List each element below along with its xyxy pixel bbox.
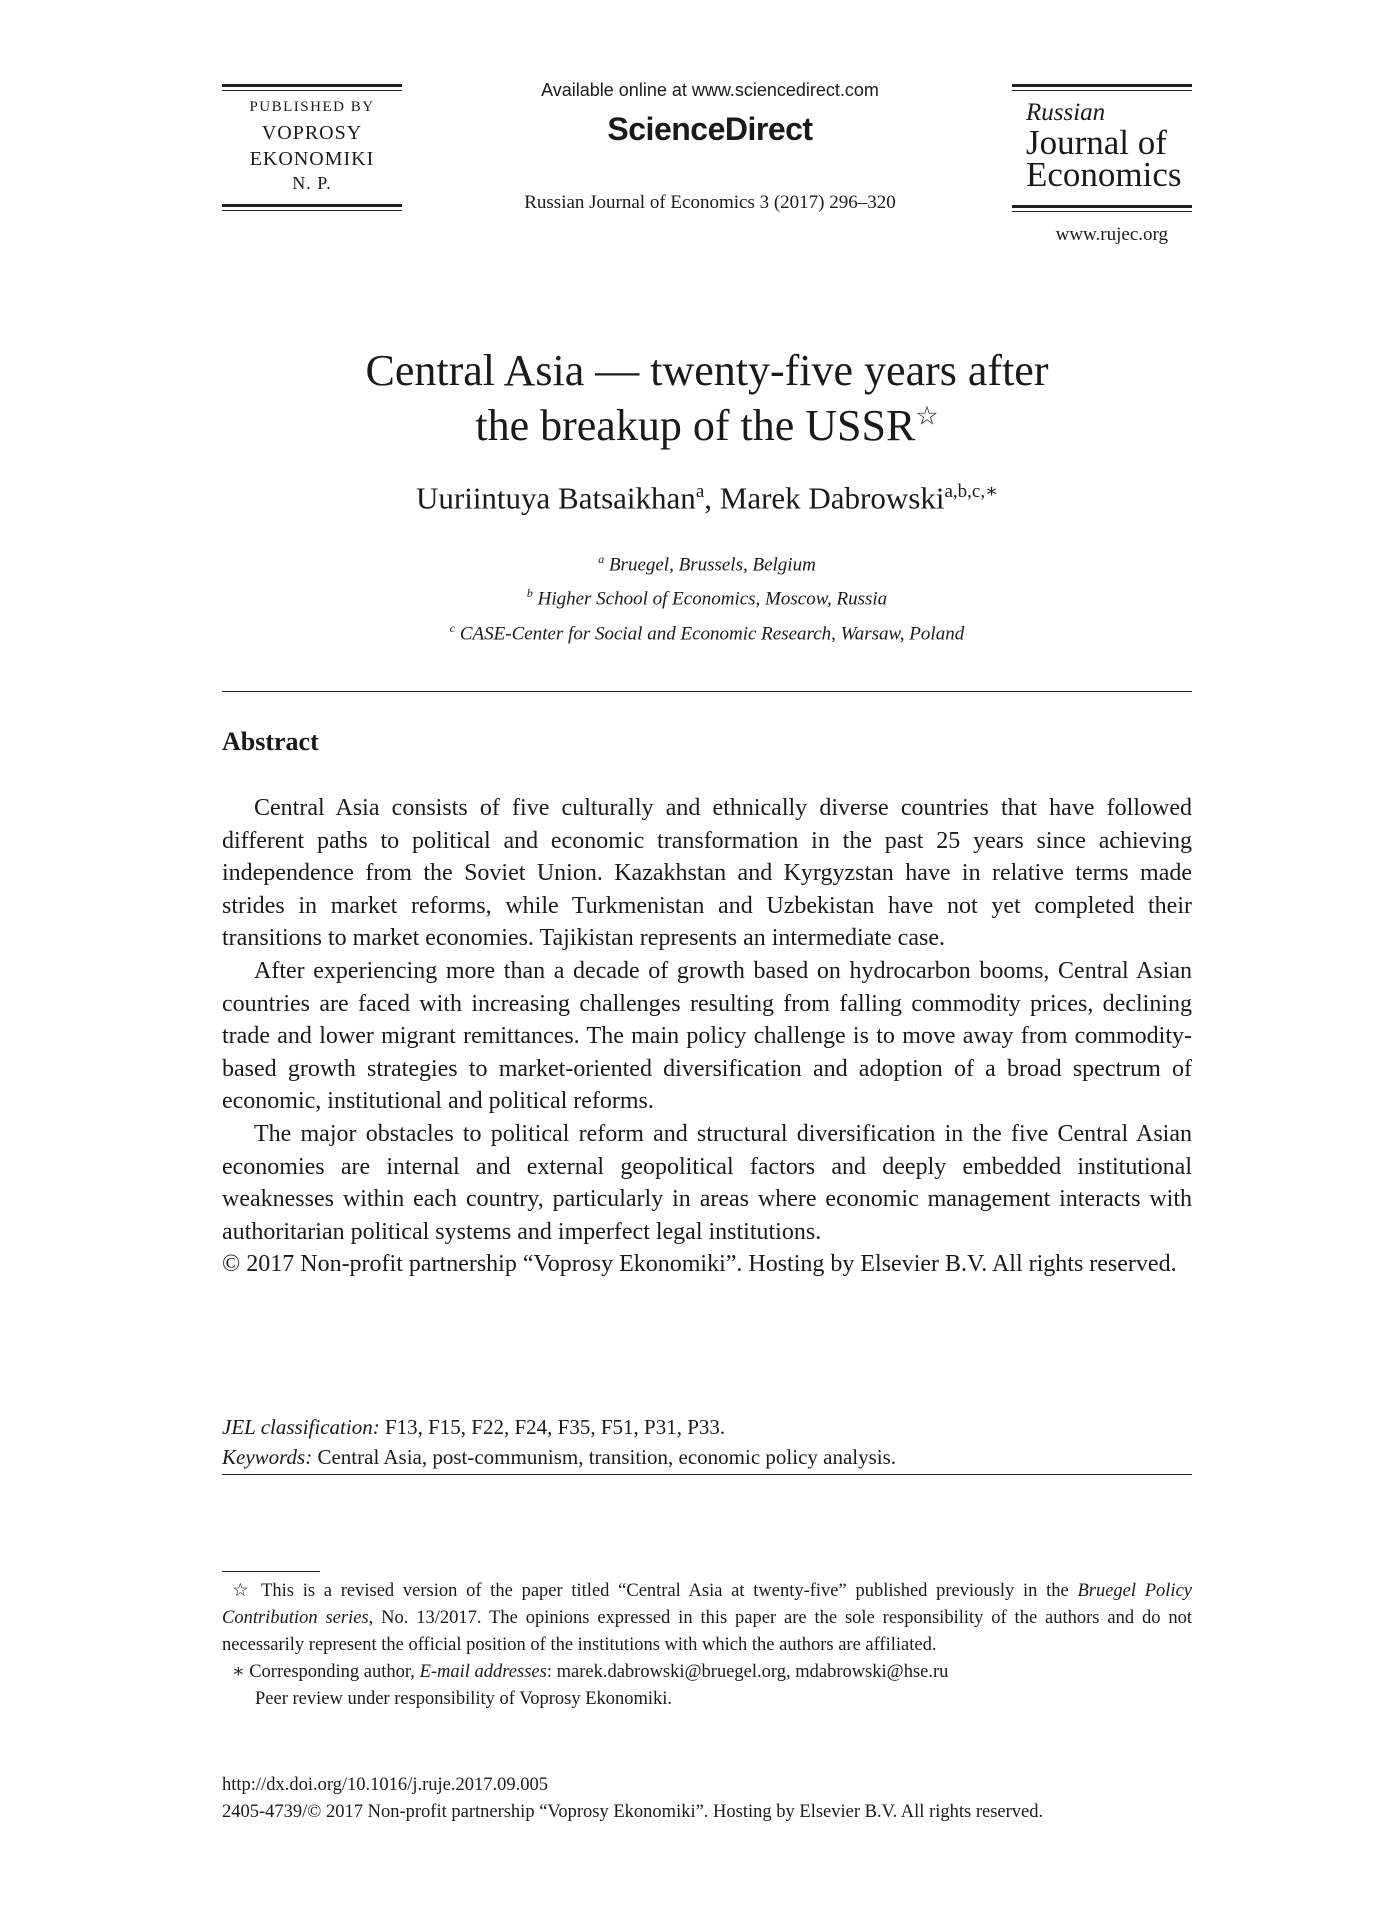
journal-top-rule <box>1012 84 1192 91</box>
footnote-corr-text: Corresponding author, <box>244 1662 420 1682</box>
keywords-list: Central Asia, post-communism, transition, economic policy analysis. <box>312 1445 897 1469</box>
abstract-body <box>222 792 1192 1281</box>
affiliation-c <box>222 614 1192 648</box>
title-footnote-star[interactable]: ☆ <box>915 401 939 431</box>
title-line-2: the breakup of the USSR <box>475 401 916 450</box>
article-title <box>222 343 1192 453</box>
abstract-paragraph-3: The major obstacles to political reform and structural diversification in the five Central Asian economies are internal and external geopolitical factors and deeply embedded institutional weaknesses within each country, particularly in areas where economic management interacts with authoritarian political systems and imperfect legal institutions. <box>222 1120 1192 1245</box>
author-name-1[interactable]: Uuriintuya Batsaikhan <box>416 480 696 516</box>
page-footer <box>222 1772 1192 1826</box>
footnote-corr-mark: ∗ <box>232 1662 245 1682</box>
publisher-bottom-rule <box>222 204 402 211</box>
publisher-name-line-2: EKONOMIKI <box>249 148 375 170</box>
corresponding-author-star[interactable]: ∗ <box>985 481 998 502</box>
journal-name-line-1: Journal of <box>1026 123 1167 162</box>
footnote-emails[interactable]: : marek.dabrowski@bruegel.org, mdabrowski@hse.ru <box>546 1662 949 1682</box>
author-list <box>222 480 1192 516</box>
keywords-label: Keywords: <box>222 1445 313 1469</box>
jel-codes: F13, F15, F22, F24, F35, F51, P31, P33. <box>379 1415 726 1439</box>
affiliation-mark: b <box>526 586 533 601</box>
keywords <box>222 1442 1192 1472</box>
footnote-star-mark: ☆ <box>232 1581 253 1601</box>
footnote-title-text-1: This is a revised version of the paper titled “Central Asia at twenty-five” published previously in the <box>252 1581 1078 1601</box>
publisher-label: PUBLISHED BY <box>249 99 375 115</box>
abstract-top-rule <box>222 691 1192 692</box>
footnote-series-name: Bruegel Policy Contribution series <box>222 1581 1192 1628</box>
affiliation-mark: c <box>449 620 456 635</box>
copyright-notice: © 2017 Non-profit partnership “Voprosy Ekonomiki”. Hosting by Elsevier B.V. All rights reserved. <box>222 1251 1177 1278</box>
platform-header <box>470 80 950 214</box>
issn-copyright-line: 2405-4739/© 2017 Non-profit partnership “Voprosy Ekonomiki”. Hosting by Elsevier B.V. All rights reserved. <box>222 1802 1044 1822</box>
footnotes <box>222 1578 1192 1713</box>
abstract-heading: Abstract <box>222 727 319 756</box>
available-online-text[interactable]: Available online at www.sciencedirect.com <box>541 80 879 100</box>
footnote-corresponding <box>222 1659 1192 1686</box>
affiliation-list <box>222 545 1192 648</box>
footnote-peer-review: Peer review under responsibility of Voprosy Ekonomiki. <box>255 1689 673 1709</box>
doi-link[interactable]: http://dx.doi.org/10.1016/j.ruje.2017.09.005 <box>222 1775 548 1795</box>
affiliation-text: CASE-Center for Social and Economic Research, Warsaw, Poland <box>459 622 965 644</box>
sciencedirect-logo: ScienceDirect <box>607 111 813 147</box>
publisher-block <box>222 84 402 211</box>
journal-name-russian: Russian <box>1026 99 1106 126</box>
author-name-2[interactable]: Marek Dabrowski <box>719 480 945 516</box>
jel-label: JEL classification: <box>222 1415 380 1439</box>
publisher-top-rule <box>222 84 402 91</box>
abstract-paragraph-2: After experiencing more than a decade of growth based on hydrocarbon booms, Central Asian countries are faced with increasing challenges resulting from falling commodity prices, declining trade and lower migrant remittances. The main policy challenge is to move away from commodity-based growth strategies to market-oriented diversification and adoption of a broad spectrum of economic, institutional and political reforms. <box>222 957 1192 1115</box>
author-separator: , <box>704 480 720 516</box>
abstract-bottom-rule <box>222 1474 1192 1475</box>
journal-website-link[interactable]: www.rujec.org <box>1055 224 1168 245</box>
journal-bottom-rule <box>1012 205 1192 212</box>
abstract-paragraph-1: Central Asia consists of five culturally and ethnically diverse countries that have followed different paths to political and economic transformation in the past 25 years since achieving independence from the Soviet Union. Kazakhstan and Kyrgyzstan have in relative terms made strides in market reforms, while Turkmenistan and Uzbekistan have not yet completed their transitions to market economies. Tajikistan represents an intermediate case. <box>222 795 1192 952</box>
footnote-title-text-2: , No. 13/2017. The opinions expressed in this paper are the sole responsibility of the authors and do not necessarily represent the official position of the institutions with which the authors are affiliated. <box>222 1608 1192 1655</box>
publisher-name-line-3: N. P. <box>292 173 332 193</box>
publisher-name-line-1: VOPROSY <box>261 122 363 144</box>
affiliation-b <box>222 579 1192 613</box>
affiliation-text: Higher School of Economics, Moscow, Russia <box>537 588 888 610</box>
footnote-title <box>222 1578 1192 1659</box>
affiliation-text: Bruegel, Brussels, Belgium <box>608 554 816 576</box>
footnote-email-label: E-mail addresses <box>419 1662 547 1682</box>
journal-name-line-2: Economics <box>1026 155 1182 194</box>
affiliation-a <box>222 545 1192 579</box>
author-2-affiliation-marks: a,b,c, <box>944 481 986 502</box>
author-1-affiliation-mark: a <box>695 481 705 502</box>
affiliation-mark: a <box>598 552 605 566</box>
title-line-1: Central Asia — twenty-five years after <box>365 346 1049 395</box>
jel-classification <box>222 1412 1192 1442</box>
classification-block <box>222 1412 1192 1472</box>
footnote-separator <box>222 1571 320 1572</box>
journal-masthead <box>1012 84 1192 246</box>
journal-citation: Russian Journal of Economics 3 (2017) 296–320 <box>524 192 896 213</box>
